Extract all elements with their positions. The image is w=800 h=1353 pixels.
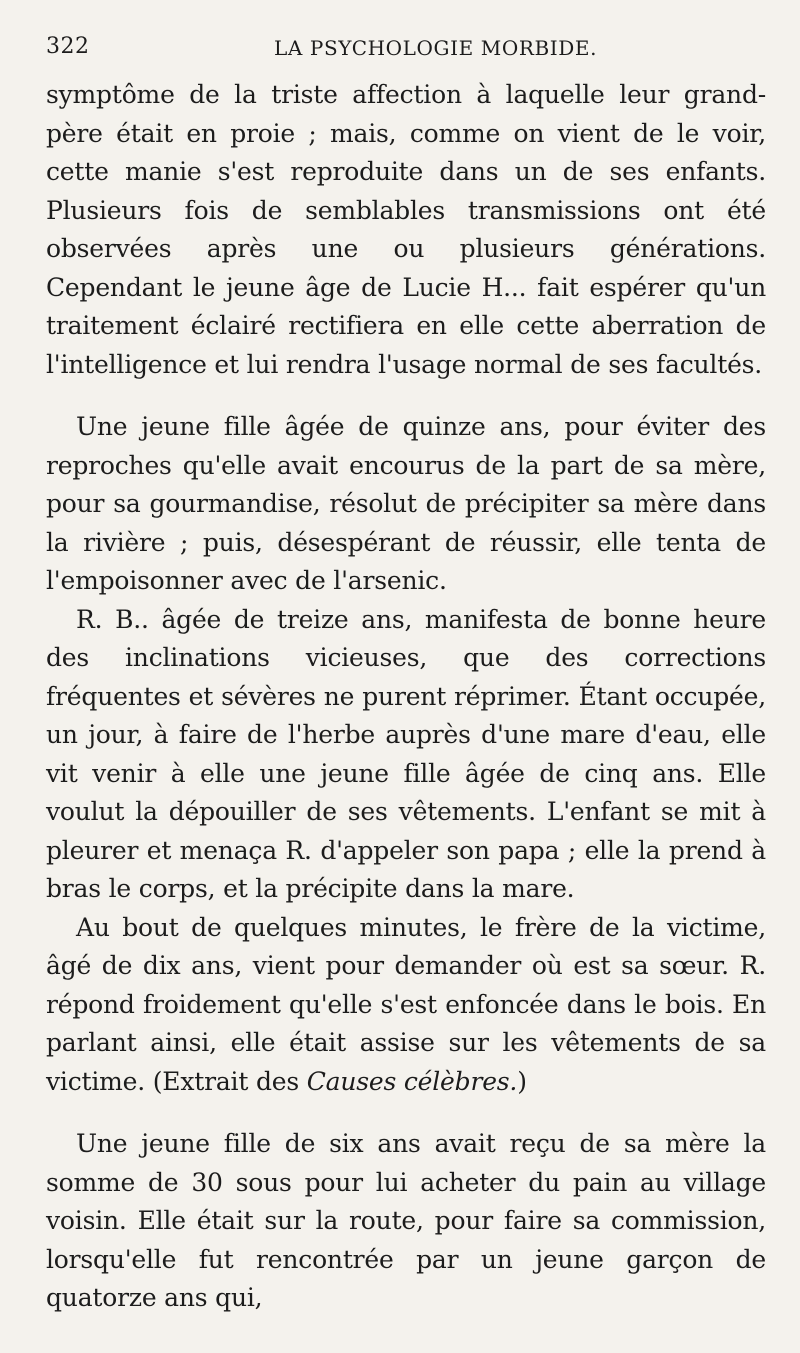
body-text bbox=[46, 76, 766, 1318]
paragraph-5: Une jeune fille de six ans avait reçu de sa mère la somme de 30 sous pour lui acheter du pain au village voisin. Elle était sur la route, pour faire sa commission, lorsqu'elle fut rencontrée par un jeune garçon de quatorze ans qui, bbox=[46, 1129, 766, 1312]
paragraph-4-closing: ) bbox=[517, 1066, 527, 1096]
page-header bbox=[46, 34, 786, 64]
paragraph-4-text: Au bout de quelques minutes, le frère de la victime, âgé de dix ans, vient pour demander où est sa sœur. R. répond froidement qu'elle s'est enfoncée dans le bois. En parlant ainsi, elle était assise sur les vêtements de sa victime. (Extrait des bbox=[46, 912, 766, 1096]
running-title: LA PSYCHOLOGIE MORBIDE. bbox=[274, 36, 598, 60]
paragraph-4 bbox=[46, 909, 766, 1102]
paragraph-3: R. B.. âgée de treize ans, manifesta de bonne heure des inclinations vicieuses, que des corrections fréquentes et sévères ne purent réprimer. Étant occupée, un jour, à faire de l'herbe auprès d'une mare d'eau, elle vit venir à elle une jeune fille âgée de cinq ans. Elle voulut la dépouiller de ses vêtements. L'enfant se mit à pleurer et menaça R. d'appeler son papa ; elle la prend à bras le corps, et la précipite dans la mare. bbox=[46, 604, 766, 903]
citation-title: Causes célèbres. bbox=[306, 1066, 518, 1096]
page-number: 322 bbox=[46, 34, 90, 59]
paragraph-1: symptôme de la triste affection à laquelle leur grand-père était en proie ; mais, comme on vient de le voir, cette manie s'est reproduite dans un de ses enfants. Plusieurs fois de semblables transmissions ont été observées après une ou plusieurs générations. Cependant le jeune âge de Lucie H... fait espérer qu'un traitement éclairé rectifiera en elle cette aberration de l'intelligence et lui rendra l'usage normal de ses facultés. bbox=[46, 80, 766, 379]
paragraph-2: Une jeune fille âgée de quinze ans, pour éviter des reproches qu'elle avait encourus de la part de sa mère, pour sa gourmandise, résolut de précipiter sa mère dans la rivière ; puis, désespérant de réussir, elle tenta de l'empoisonner avec de l'arsenic. bbox=[46, 412, 766, 595]
